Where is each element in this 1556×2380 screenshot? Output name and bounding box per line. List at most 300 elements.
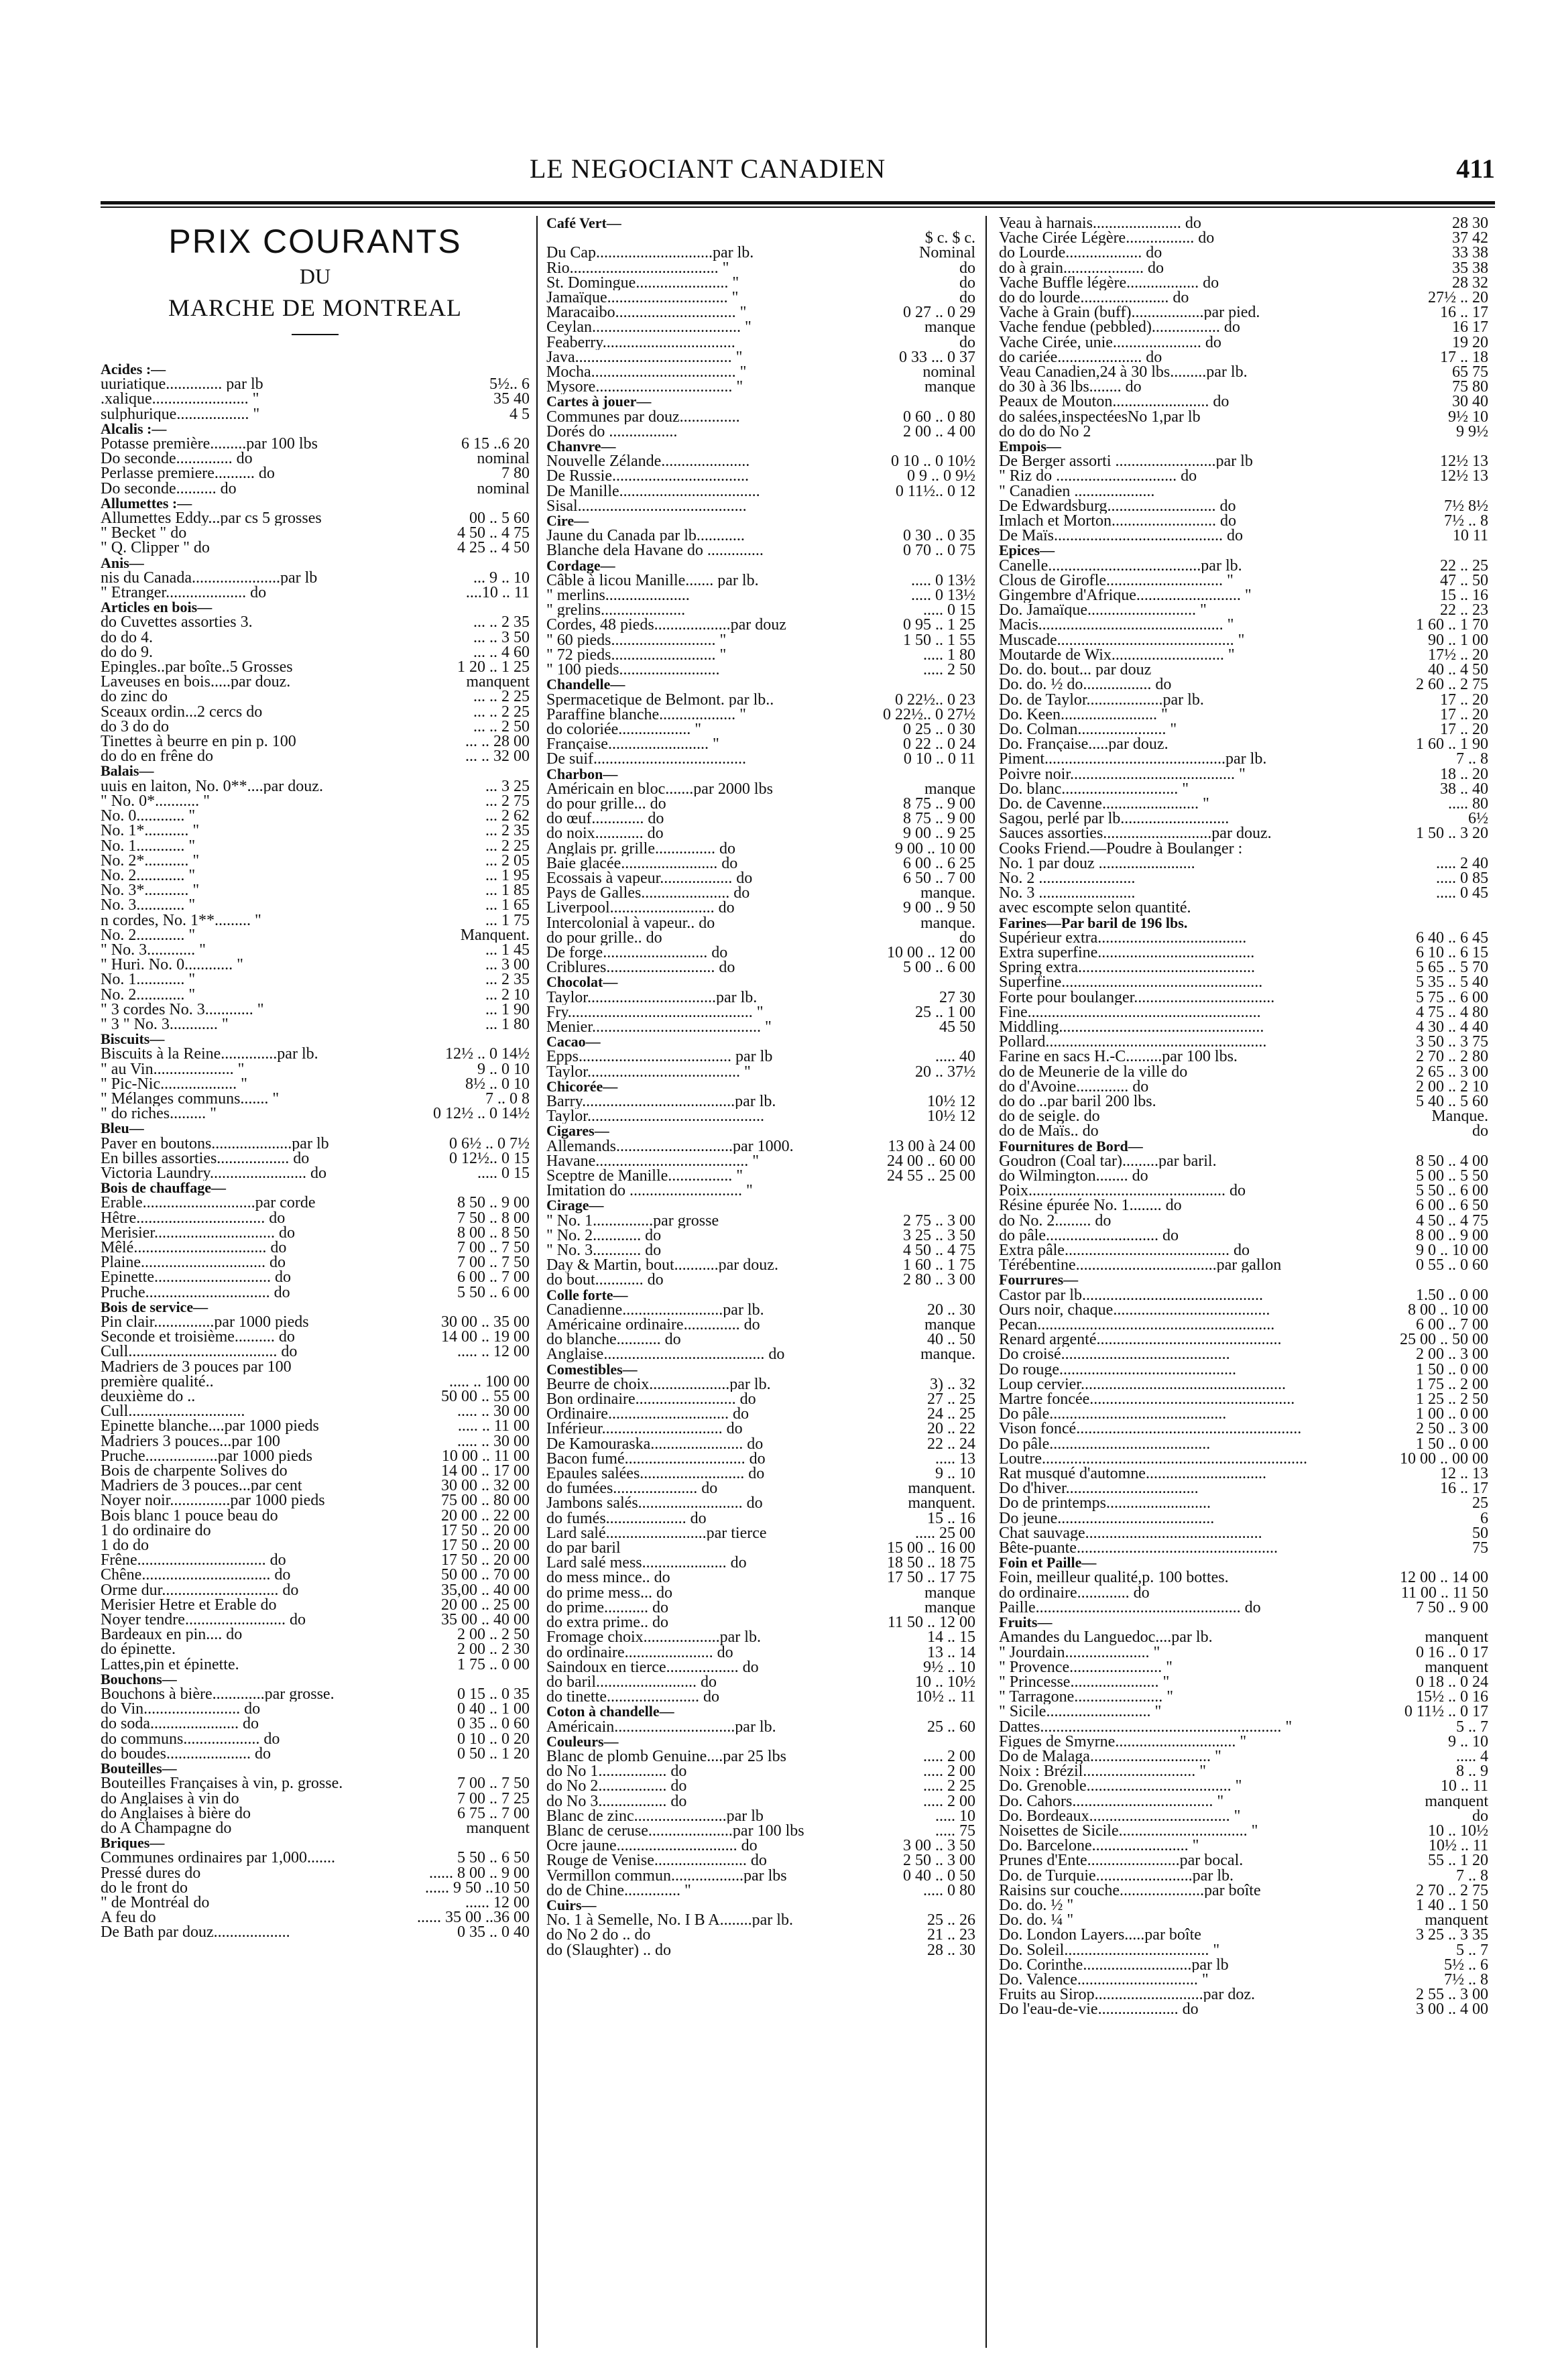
item-name: Do. do. ½ " (999, 1897, 1074, 1913)
item-price: 50 00 .. 55 00 (441, 1389, 530, 1405)
item-price: 25 .. 60 (927, 1719, 975, 1734)
item-name: do de Chine.............. " (546, 1883, 691, 1898)
price-row (999, 1183, 1488, 1198)
item-name: Do d'hiver................................. (999, 1481, 1199, 1496)
price-row (101, 1360, 530, 1374)
price-row (101, 1195, 530, 1210)
item-price: 17 .. 18 (1440, 349, 1488, 365)
price-row (999, 1541, 1488, 1555)
item-name: do communs................... do (101, 1731, 280, 1746)
price-row (101, 705, 530, 719)
item-name: Lattes,pin et épinette. (101, 1657, 239, 1672)
item-name: Havane...................................... " (546, 1153, 760, 1169)
page-header (101, 153, 1495, 193)
price-row (999, 1824, 1488, 1838)
price-row (999, 335, 1488, 350)
price-row (546, 1555, 975, 1570)
price-row (546, 737, 975, 752)
price-row (546, 1645, 975, 1660)
item-name: Canadienne.........................par lb. (546, 1302, 764, 1318)
item-price: ... 2 35 (485, 972, 530, 988)
item-name: No. 1............ " (101, 972, 196, 988)
item-price: 33 38 (1452, 245, 1488, 261)
item-price: 5½ .. 6 (1444, 1957, 1488, 1972)
price-row (999, 1332, 1488, 1347)
price-row (546, 1392, 975, 1407)
price-row (546, 1764, 975, 1779)
section-heading (101, 1032, 530, 1047)
item-price: 0 27 .. 0 29 (903, 305, 975, 320)
item-price: 27 .. 25 (927, 1392, 975, 1407)
price-row (999, 528, 1488, 543)
price-row (546, 1779, 975, 1793)
item-name: " 3 " No. 3............ " (101, 1016, 229, 1032)
price-row (999, 454, 1488, 469)
item-name: do cariée..................... do (999, 349, 1162, 365)
item-name: do baril......................... do (546, 1674, 717, 1690)
item-price: 2 50 .. 3 00 (1416, 1421, 1488, 1437)
item-price: 10 .. 10½ (1428, 1823, 1488, 1839)
item-price: ..... 13 (935, 1451, 975, 1467)
item-name: No. 2............ " (101, 868, 196, 884)
price-row (546, 841, 975, 856)
section-heading (999, 1555, 1488, 1570)
price-row (999, 573, 1488, 588)
item-name: Do. Colman...................... " (999, 721, 1177, 737)
price-row (546, 1094, 975, 1109)
item-price: ..... 0 85 (1436, 870, 1488, 886)
item-name: No. 2............ " (101, 927, 196, 943)
item-name: Amandes du Languedoc....par lb. (999, 1630, 1213, 1645)
item-name: Do. do. bout... par douz (999, 662, 1152, 678)
item-name: Du Cap.............................par lb. (546, 245, 754, 261)
section-heading-text: Chandelle— (546, 677, 625, 693)
item-name: do boudes..................... do (101, 1746, 271, 1762)
item-price: ... 1 45 (485, 942, 530, 958)
item-name: Do jeune....................................... (999, 1510, 1215, 1526)
item-price: 12 .. 13 (1440, 1466, 1488, 1482)
item-name: Do. Jamaïque........................... " (999, 603, 1207, 618)
page-number: 411 (1456, 154, 1495, 184)
section-heading (546, 558, 975, 573)
price-row (999, 1972, 1488, 1987)
price-row (999, 1868, 1488, 1883)
item-name: Fry.............................................. " (546, 1004, 764, 1020)
item-price: 7 00 .. 7 50 (457, 1776, 530, 1791)
item-name: Noisettes de Sicile................................ " (999, 1823, 1258, 1839)
item-price: 5 50 .. 6 50 (457, 1850, 530, 1866)
item-price: ... .. 2 25 (473, 704, 530, 719)
price-row (101, 481, 530, 496)
item-price: ... .. 2 50 (473, 719, 530, 735)
price-row (999, 261, 1488, 276)
item-name: do Wilmington........ do (999, 1169, 1148, 1184)
section-heading (101, 764, 530, 778)
item-price: manque (924, 379, 975, 395)
item-name: Middling................................................... (999, 1019, 1264, 1035)
item-name: Térébentine...................................par gallon (999, 1258, 1282, 1273)
item-name: do A Champagne do (101, 1820, 232, 1836)
price-row (546, 945, 975, 960)
item-name: Dattes............................................................ " (999, 1719, 1293, 1734)
item-name: Raisins sur couche.....................par boîte (999, 1883, 1261, 1898)
title-dash (292, 334, 339, 335)
item-name: Américaine ordinaire.............. do (546, 1317, 760, 1333)
item-name: " de Montréal do (101, 1895, 210, 1911)
item-name: De Manille................................... (546, 483, 760, 499)
item-price: 1 50 .. 0 00 (1416, 1362, 1488, 1377)
item-price: ... 1 95 (485, 868, 530, 884)
item-name: Vache Buffle légère.................. do (999, 275, 1219, 291)
price-row (546, 603, 975, 617)
item-price: 7½ .. 8 (1444, 1972, 1488, 1988)
item-price: ..... 4 (1456, 1748, 1488, 1765)
price-column-1 (101, 216, 530, 2361)
price-row (101, 466, 530, 481)
item-name: Cordes, 48 pieds...................par douz (546, 617, 786, 633)
item-name: Epps...................................... par lb (546, 1049, 773, 1065)
price-row (101, 1404, 530, 1419)
item-price: 20 00 .. 22 00 (441, 1508, 530, 1523)
price-row (999, 1764, 1488, 1779)
item-price: 5 40 .. 5 60 (1416, 1093, 1488, 1110)
item-name: Paver en boutons....................par lb (101, 1136, 329, 1151)
section-heading-text: Allumettes :— (101, 495, 192, 512)
price-row (999, 1303, 1488, 1317)
item-name: do épinette. (101, 1642, 176, 1657)
item-name: No. 2 ........................ (999, 870, 1136, 886)
item-price: ..... 1 80 (923, 647, 975, 663)
item-name: " No. 3............ " (101, 942, 206, 958)
item-price: 0 6½ .. 0 7½ (449, 1136, 530, 1151)
column-divider (985, 216, 987, 2348)
price-row (101, 436, 530, 451)
item-price: 5 50 .. 6 00 (1416, 1183, 1488, 1199)
item-name: Bois blanc 1 pouce beau do (101, 1508, 278, 1523)
price-row (546, 1258, 975, 1272)
item-name: Do de printemps.......................... (999, 1496, 1211, 1511)
price-row (999, 662, 1488, 677)
item-price: 0 10 .. 0 11 (903, 752, 975, 767)
item-price: do (1472, 1808, 1488, 1824)
item-name: Fine.......................................................... (999, 1004, 1261, 1020)
item-name: En billes assorties.................. do (101, 1150, 310, 1166)
section-heading (101, 556, 530, 571)
item-name: Sisal.......................................... (546, 498, 747, 514)
price-row (101, 1419, 530, 1433)
price-row (546, 350, 975, 365)
item-price: 9 9½ (1456, 424, 1488, 440)
price-row (999, 767, 1488, 782)
item-name: " Etranger.................... do (101, 585, 267, 601)
item-price: ... .. 32 00 (465, 749, 530, 764)
price-row (546, 1020, 975, 1034)
price-row (546, 305, 975, 320)
item-name: " Pic-Nic................... " (101, 1076, 247, 1091)
price-row (546, 811, 975, 826)
price-row (101, 1806, 530, 1821)
item-name: Merisier.............................. do (101, 1225, 295, 1240)
item-price: 25 (1472, 1496, 1488, 1511)
price-row (546, 320, 975, 335)
item-price: 4 25 .. 4 50 (457, 540, 530, 556)
price-row (546, 856, 975, 871)
item-name: Vache Cirée, unie...................... do (999, 335, 1221, 350)
price-row (999, 975, 1488, 990)
item-price: ....10 .. 11 (465, 585, 530, 601)
price-row (101, 868, 530, 883)
price-row (999, 931, 1488, 945)
item-price: 10 .. 11 (1440, 1779, 1488, 1794)
price-rows (101, 362, 530, 1940)
price-row (546, 722, 975, 737)
section-heading (101, 1761, 530, 1776)
section-heading (101, 362, 530, 377)
item-price: ... .. 2 25 (473, 689, 530, 705)
item-name: Pin clair...............par 1000 pieds (101, 1315, 309, 1330)
item-name: Veau Canadien,24 à 30 lbs.........par lb. (999, 365, 1248, 380)
price-row (546, 1154, 975, 1169)
price-row (999, 1794, 1488, 1809)
item-price: 6 00 .. 6 50 (1416, 1198, 1488, 1213)
item-price: 7 .. 8 (1456, 752, 1488, 767)
price-row (999, 1853, 1488, 1868)
item-price: manque (924, 1585, 975, 1600)
item-name: Noyer tendre......................... do (101, 1612, 306, 1628)
price-column-2 (546, 216, 975, 2361)
item-name: Imitation do ............................ " (546, 1183, 753, 1199)
section-heading (101, 1836, 530, 1850)
price-row (999, 1034, 1488, 1049)
price-row (101, 943, 530, 957)
item-price: 25 .. 26 (927, 1913, 975, 1928)
item-name: Communes ordinaires par 1,000....... (101, 1850, 335, 1866)
item-name: Merisier Hetre et Erable do (101, 1597, 277, 1613)
item-price: ...... 9 50 ..10 50 (425, 1880, 530, 1895)
item-name: Do. Corinthe...........................par lb (999, 1957, 1229, 1972)
item-name: Do. Barcelone........................ " (999, 1838, 1199, 1854)
price-row (546, 1228, 975, 1243)
item-price: 0 22 .. 0 24 (903, 737, 975, 752)
item-name: Ours noir, chaque....................................... (999, 1302, 1270, 1318)
price-row (101, 1226, 530, 1240)
price-row (999, 796, 1488, 811)
item-price: 13 .. 14 (927, 1645, 975, 1660)
item-price: ...... 12 00 (465, 1895, 530, 1911)
item-name: do Cuvettes assorties 3. (101, 615, 253, 630)
item-name: Do seconde.......... do (101, 481, 237, 496)
price-row (101, 540, 530, 555)
item-price: manque. (920, 1347, 975, 1362)
price-row (999, 588, 1488, 603)
item-price: ... 2 10 (485, 987, 530, 1002)
item-name: do extra prime.. do (546, 1615, 668, 1630)
section-heading-text: Chanvre— (546, 439, 616, 455)
item-name: Mêlé................................. do (101, 1240, 287, 1256)
price-row (101, 928, 530, 943)
item-price: 2 75 .. 3 00 (903, 1213, 975, 1228)
price-row (101, 1732, 530, 1746)
price-row (101, 1389, 530, 1404)
item-price: manquent. (908, 1496, 975, 1511)
item-name: do œuf............. do (546, 811, 664, 827)
price-row (999, 1228, 1488, 1243)
price-row (999, 305, 1488, 320)
prix-courants-du: DU (299, 264, 331, 288)
price-row (546, 1883, 975, 1898)
price-row (101, 1329, 530, 1344)
item-price: 15 .. 16 (927, 1510, 975, 1526)
item-name: Vison foncé........................................................ (999, 1421, 1302, 1437)
item-price: 16 17 (1452, 320, 1488, 335)
item-price: 0 22½.. 0 27½ (883, 707, 975, 722)
item-name: " Jourdain..................... " (999, 1645, 1160, 1660)
item-price: 35 00 .. 40 00 (441, 1612, 530, 1628)
price-row (101, 526, 530, 540)
price-row (101, 1866, 530, 1881)
item-price: 16 .. 17 (1440, 305, 1488, 320)
item-price: 22 .. 24 (927, 1436, 975, 1451)
price-row (999, 1481, 1488, 1496)
item-price: 7 00 .. 7 50 (457, 1255, 530, 1270)
price-row (546, 1600, 975, 1615)
price-row (101, 988, 530, 1002)
item-name: Noyer noir...............par 1000 pieds (101, 1493, 325, 1508)
price-row (101, 377, 530, 392)
item-name: Do. de Cavenne........................ " (999, 796, 1209, 812)
item-name: " Riz do .............................. do (999, 469, 1197, 484)
price-row (999, 1660, 1488, 1675)
item-name: Pressé dures do (101, 1865, 201, 1881)
price-row (999, 1392, 1488, 1407)
item-price: 3) .. 32 (930, 1376, 975, 1392)
price-row (999, 617, 1488, 632)
item-name: do Anglaises à vin do (101, 1791, 239, 1806)
price-row (101, 1821, 530, 1836)
price-row (101, 1702, 530, 1716)
item-price: 10 11 (1452, 528, 1488, 544)
item-price: 11 00 .. 11 50 (1400, 1585, 1488, 1600)
item-name: deuxième do .. (101, 1389, 196, 1405)
item-name: Liverpool.......................... do (546, 900, 735, 916)
item-name: .xalique........................ " (101, 392, 259, 407)
section-heading (546, 394, 975, 409)
item-price: 35,00 .. 40 00 (441, 1582, 530, 1598)
price-row (101, 1538, 530, 1553)
price-row (546, 1481, 975, 1496)
price-row (101, 972, 530, 987)
item-price: 6 50 .. 7 00 (903, 870, 975, 886)
section-heading (101, 422, 530, 436)
section-heading (546, 1288, 975, 1303)
item-price: ..... 40 (935, 1049, 975, 1065)
item-price: do (1472, 1124, 1488, 1139)
item-price: 27 30 (939, 990, 975, 1005)
section-heading (546, 1898, 975, 1913)
item-price: ... 3 25 (485, 778, 530, 794)
item-price: 0 35 .. 0 60 (457, 1716, 530, 1732)
item-name: do par baril (546, 1541, 621, 1556)
price-row (101, 1523, 530, 1538)
price-row (999, 1675, 1488, 1689)
item-price: 9 00 .. 10 00 (895, 841, 975, 856)
item-name: Rio..................................... " (546, 260, 729, 276)
item-name: " do riches......... " (101, 1106, 217, 1122)
item-name: Frêne................................ do (101, 1553, 286, 1568)
item-name: Do seconde.............. do (101, 451, 253, 467)
price-row (999, 290, 1488, 305)
section-heading (546, 1079, 975, 1094)
section-heading (546, 1704, 975, 1719)
item-price: 18 .. 20 (1440, 766, 1488, 782)
item-name: Do. London Layers.....par boîte (999, 1927, 1201, 1943)
item-name: Taylor............................................ (546, 1109, 764, 1124)
item-name: Muscade............................................ " (999, 632, 1245, 648)
item-name: nis du Canada......................par lb (101, 570, 318, 586)
price-row (999, 693, 1488, 707)
item-name: do de Meunerie de la ville do (999, 1064, 1188, 1079)
item-price: 12½ 13 (1440, 454, 1488, 469)
item-name: De Maïs.......................................... do (999, 528, 1243, 544)
section-heading (999, 1272, 1488, 1287)
price-row (546, 1437, 975, 1451)
price-row (999, 1779, 1488, 1793)
price-row (101, 1567, 530, 1582)
item-name: Bardeaux en pin.... do (101, 1627, 243, 1643)
price-row (101, 1091, 530, 1106)
item-price: 17½ .. 20 (1428, 647, 1488, 663)
price-row (546, 1838, 975, 1853)
item-price: 27½ .. 20 (1428, 290, 1488, 306)
item-price: 1 50 .. 1 55 (903, 632, 975, 648)
price-row (999, 1169, 1488, 1183)
item-name: do Lourde................... do (999, 245, 1162, 261)
price-row (999, 410, 1488, 424)
item-name: Pruche............................... do (101, 1285, 290, 1300)
item-name: do do en frêne do (101, 749, 213, 764)
item-name: Jambons salés.......................... do (546, 1496, 763, 1511)
item-price: 2 00 .. 4 00 (903, 424, 975, 440)
item-name: Ceylan..................................... " (546, 320, 752, 335)
item-price: 5 .. 7 (1456, 1719, 1488, 1734)
item-price: ... .. 2 35 (473, 615, 530, 630)
price-row (546, 1749, 975, 1764)
item-price: 9 .. 10 (935, 1466, 975, 1482)
item-name: Loup cervier................................................... (999, 1376, 1286, 1392)
price-row (546, 1541, 975, 1555)
item-price: ... 2 25 (485, 838, 530, 853)
price-row (999, 350, 1488, 365)
item-name: Ocre jaune.............................. do (546, 1838, 758, 1854)
item-name: Madriers 3 pouces...par 100 (101, 1433, 280, 1449)
price-row (546, 379, 975, 394)
price-row (546, 543, 975, 558)
item-name: Prunes d'Ente.......................par bocal. (999, 1853, 1244, 1868)
price-row (546, 1303, 975, 1317)
price-row (999, 276, 1488, 290)
item-name: Chêne................................ do (101, 1567, 291, 1583)
item-name: Goudron (Coal tar).........par baril. (999, 1153, 1217, 1169)
item-name: Blanc de ceruse.....................par 100 lbs (546, 1823, 804, 1839)
price-row (999, 1704, 1488, 1719)
item-name: Vache fendue (pebbled)................. do (999, 320, 1240, 335)
price-row (999, 1630, 1488, 1645)
item-name: Do. Cahors................................... " (999, 1793, 1224, 1809)
section-heading (546, 1734, 975, 1749)
item-name: Bacon fumé.............................. do (546, 1451, 766, 1467)
price-row (101, 645, 530, 660)
section-heading-text: Fruits— (999, 1615, 1053, 1630)
